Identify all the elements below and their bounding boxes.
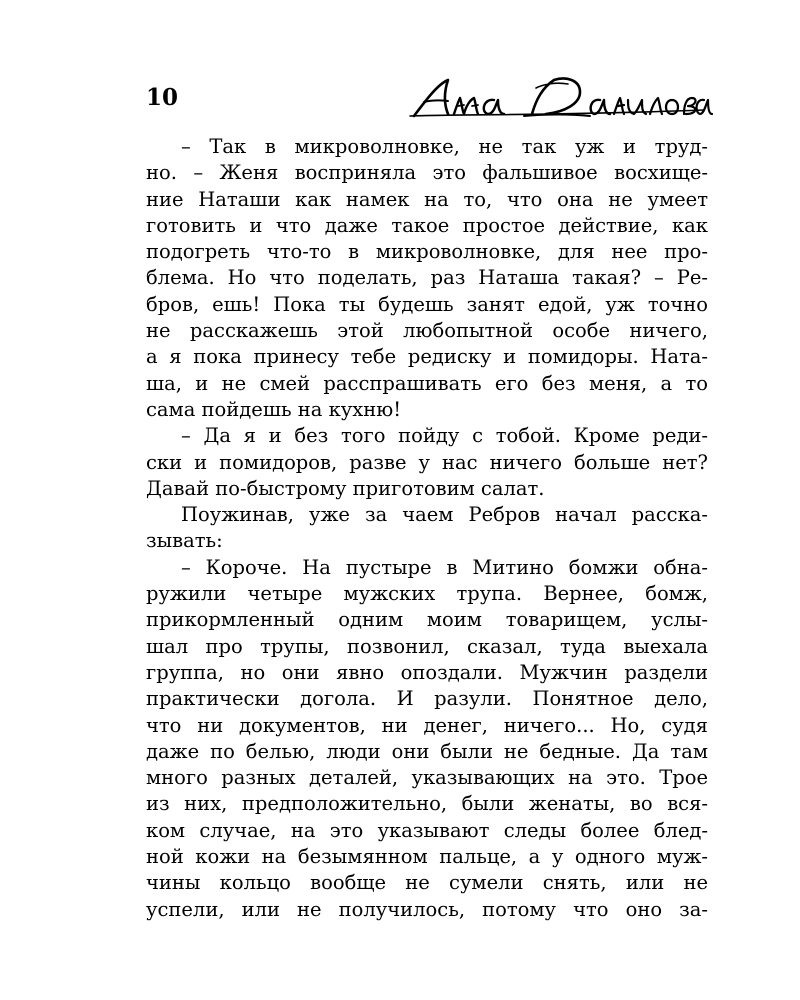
text-line: блема. Но что поделать, раз Наташа такая? – Ре- <box>146 266 708 290</box>
text-line: успели, или не получилось, потому что оно за- <box>146 897 708 921</box>
text-line: ски и помидоров, разве у нас ничего больше нет? <box>146 450 708 474</box>
text-line: чины кольцо вообще не сумели снять, или не <box>146 871 708 895</box>
text-line: – Да я и без того пойду с тобой. Кроме реди- <box>181 424 708 448</box>
author-signature-icon <box>404 70 714 126</box>
text-line: ние Наташи как намек на то, что она не умеет <box>146 187 708 211</box>
text-line: ружили четыре мужских трупа. Вернее, бомж, <box>146 582 708 606</box>
text-line: – Короче. На пустыре в Митино бомжи обна- <box>181 555 708 579</box>
text-line: не расскажешь этой любопытной особе ничего, <box>146 319 708 343</box>
text-line: шал про трупы, позвонил, сказал, туда выехала <box>146 634 708 658</box>
text-line: сама пойдешь на кухню! <box>146 397 402 421</box>
text-line: из них, предположительно, были женаты, во вся- <box>146 792 708 816</box>
text-line: ша, и не смей расспрашивать его без меня, а то <box>146 371 708 395</box>
text-line: практически догола. И разули. Понятное дело, <box>146 687 708 711</box>
body-text <box>146 134 708 923</box>
text-line: зывать: <box>146 529 223 553</box>
text-line: но. – Женя восприняла это фальшивое восхище- <box>146 161 708 185</box>
text-line: а я пока принесу тебе редиску и помидоры. Ната- <box>146 345 708 369</box>
text-line: много разных деталей, указывающих на это. Трое <box>146 766 708 790</box>
text-line: Давай по-быстрому приготовим салат. <box>146 476 545 500</box>
text-line: готовить и что даже такое простое действие, как <box>146 213 708 237</box>
page-number: 10 <box>146 84 179 111</box>
text-line: даже по белью, люди они были не бедные. Да там <box>146 739 708 763</box>
text-line: прикормленный одним моим товарищем, услы- <box>146 608 708 632</box>
author-logo <box>404 70 714 126</box>
text-line: – Так в микроволновке, не так уж и труд- <box>181 135 708 158</box>
text-line: бров, ешь! Пока ты будешь занят едой, уж точно <box>146 292 708 316</box>
text-line: ной кожи на безымянном пальце, а у одного муж- <box>146 845 708 869</box>
text-line: подогреть что-то в микроволновке, для нее про- <box>146 240 708 264</box>
text-line: что ни документов, ни денег, ничего... Но, судя <box>146 713 708 737</box>
text-line: ком случае, на это указывают следы более блед- <box>146 818 708 842</box>
text-line: группа, но они явно опоздали. Мужчин раздели <box>146 660 708 684</box>
text-line: Поужинав, уже за чаем Ребров начал расска- <box>181 503 708 527</box>
